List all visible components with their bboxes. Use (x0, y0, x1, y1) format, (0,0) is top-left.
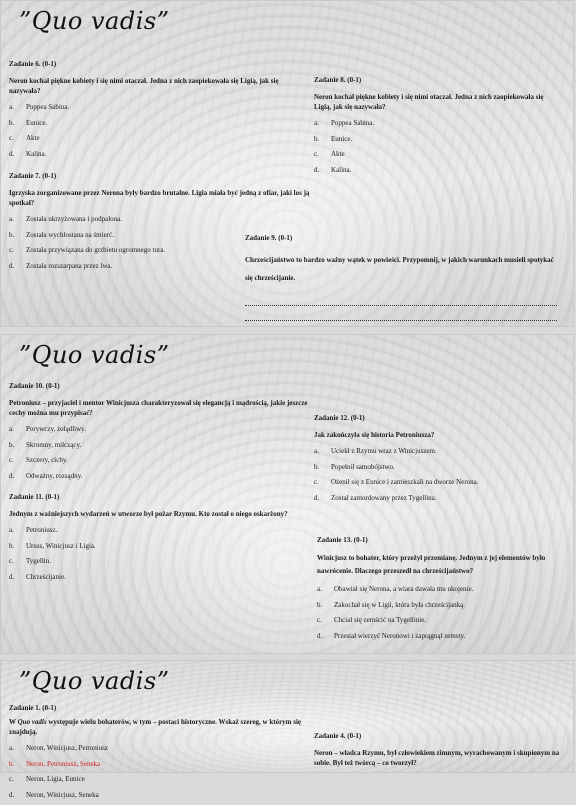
task-heading: Zadanie 1. (0-1) (9, 704, 57, 712)
task-question: Jednym z ważniejszych wydarzeń w utworze był pożar Rzymu. Kto został o niego oskarżony? (9, 510, 288, 518)
answer-option[interactable]: c. Została przywiązana do grzbietu ogromnego tura. (9, 246, 166, 254)
worksheet-card-1 (0, 0, 574, 327)
answer-option[interactable]: a. Porywczy, żołądliwy. (9, 425, 86, 433)
task-question: Petroniusz – przyjaciel i mentor Winicjusza charakteryzował się elegancją i mądrością, jakie jeszcze cechy można mu przypisać? (9, 399, 308, 417)
task-13 (317, 535, 567, 646)
task-4 (314, 731, 569, 774)
answer-option[interactable]: a. Neron, Winicjusz, Petroniusz (9, 744, 109, 752)
task-heading: Zadanie 9. (0-1) (245, 234, 293, 242)
answer-option[interactable]: a. Uciekł z Rzymu wraz z Winicjuszem. (314, 447, 437, 455)
card-title: ”Quo vadis” (19, 667, 170, 695)
card-title: ”Quo vadis” (19, 341, 170, 369)
answer-option[interactable]: d. Odważny, rozsądny. (9, 471, 83, 480)
worksheet-card-2 (0, 334, 574, 654)
task-heading: Zadanie 11. (0-1) (9, 493, 60, 501)
answer-option[interactable]: a. Petroniusz. (9, 526, 58, 534)
answer-option[interactable]: d. Została rozszarpana przez lwa. (9, 261, 113, 270)
answer-option[interactable]: a. Obawiał się Nerona, a wiara dawała mu ukojenie. (317, 585, 474, 593)
answer-option[interactable]: d. Został zamordowany przez Tygellina. (314, 493, 437, 502)
task-heading: Zadanie 7. (0-1) (9, 172, 57, 180)
task-10 (9, 381, 309, 486)
answer-option[interactable]: d. Kalina. (9, 149, 47, 158)
task-12 (314, 413, 564, 508)
answer-option[interactable]: d. Chrześcijanie. (9, 572, 66, 581)
answer-line[interactable] (245, 308, 557, 321)
answer-option[interactable]: b. Skromny, milczący. (9, 440, 82, 449)
answer-option[interactable]: c. Tygellin. (9, 557, 51, 565)
answer-option[interactable]: d. Przestał wierzyć Neronowi i zaprągnął zemsty. (317, 631, 466, 640)
answer-option[interactable]: b. Eunice. (9, 118, 48, 127)
task-8 (314, 75, 559, 180)
answer-option[interactable]: c. Neron, Ligia, Eunice (9, 775, 85, 783)
answer-option[interactable]: c. Chciał się zemścić na Tygellinie. (317, 616, 427, 624)
answer-option[interactable]: b. Zakochał się w Ligii, która była chrześcijanką. (317, 600, 466, 609)
task-heading: Zadanie 4. (0-1) (314, 732, 362, 740)
task-heading: Zadanie 6. (0-1) (9, 60, 57, 68)
task-9 (245, 229, 557, 321)
worksheet-card-3 (0, 660, 574, 799)
book-title: Quo vadis (17, 718, 47, 726)
task-question: Jak zakończyła się historia Petroniusza? (314, 431, 435, 439)
answer-option[interactable]: b. Została wychłostana na śmierć. (9, 230, 114, 239)
task-question: Neron kochał piękne kobiety i się nimi otaczał. Jedna z nich zaopiekowała się Ligią, jak się nazywała? (9, 77, 279, 95)
answer-option-highlighted[interactable]: b. Neron, Petroniusz, Seneka (9, 759, 101, 768)
answer-option[interactable]: a. Poppea Sabina. (9, 103, 70, 111)
task-question: Chrześcijaństwo to bardzo ważny wątek w powieści. Przypomnij, w jakich warunkach musieli spotykać się chrześcijanie. (245, 256, 554, 282)
task-1 (9, 703, 309, 805)
task-heading: Zadanie 8. (0-1) (314, 76, 362, 84)
answer-line[interactable] (245, 293, 557, 306)
answer-option[interactable]: d. Neron, Winicjusz, Seneka (9, 790, 99, 799)
task-question: Winicjusz to bohater, który przeżył przemianę. Jednym z jej elementów było nawrócenie. Dlaczego przeszedł na chrześcijaństwo? (317, 554, 546, 575)
task-heading: Zadanie 12. (0-1) (314, 414, 365, 422)
task-question: Igrzyska zorganizowane przez Nerona były bardzo brutalne. Ligia miała być jedną z ofiar, jaki los ją spotkał? (9, 189, 310, 207)
answer-option[interactable]: d. Kalina. (314, 165, 352, 174)
card-title: ”Quo vadis” (19, 7, 170, 35)
answer-option[interactable]: c. Akte (314, 150, 345, 158)
answer-option[interactable]: b. Ursus, Winicjusz i Ligia. (9, 541, 96, 550)
task-6 (9, 59, 299, 164)
task-heading: Zadanie 13. (0-1) (317, 536, 368, 544)
task-question: Neron – władca Rzymu, był człowiekiem zimnym, wyrachowanym i skupionym na sobie. Był też twórcą – co tworzył? (314, 749, 560, 767)
task-question: Neron kochał piękne kobiety i się nimi otaczał. Jedna z nich zaopiekowała się Ligią, jak się nazywała? (314, 93, 544, 111)
answer-option[interactable]: a. Poppea Sabina. (314, 119, 375, 127)
answer-option[interactable]: c. Ożenił się z Eunice i zamieszkali na dworze Nerona. (314, 478, 479, 486)
task-11 (9, 492, 309, 587)
answer-option[interactable]: c. Akte (9, 134, 40, 142)
answer-option[interactable]: a. Została ukrzyżowana i podpalona. (9, 215, 123, 223)
answer-option[interactable]: c. Szczery, cichy. (9, 456, 68, 464)
answer-option[interactable]: b. Eunice. (314, 134, 353, 143)
task-heading: Zadanie 10. (0-1) (9, 382, 60, 390)
task-question: W Quo vadis występuje wielu bohaterów, w tym – postaci historyczne. Wskaż szereg, w którym się znajdują. (9, 718, 302, 736)
answer-option[interactable]: b. Popełnił samobójstwo. (314, 462, 395, 471)
